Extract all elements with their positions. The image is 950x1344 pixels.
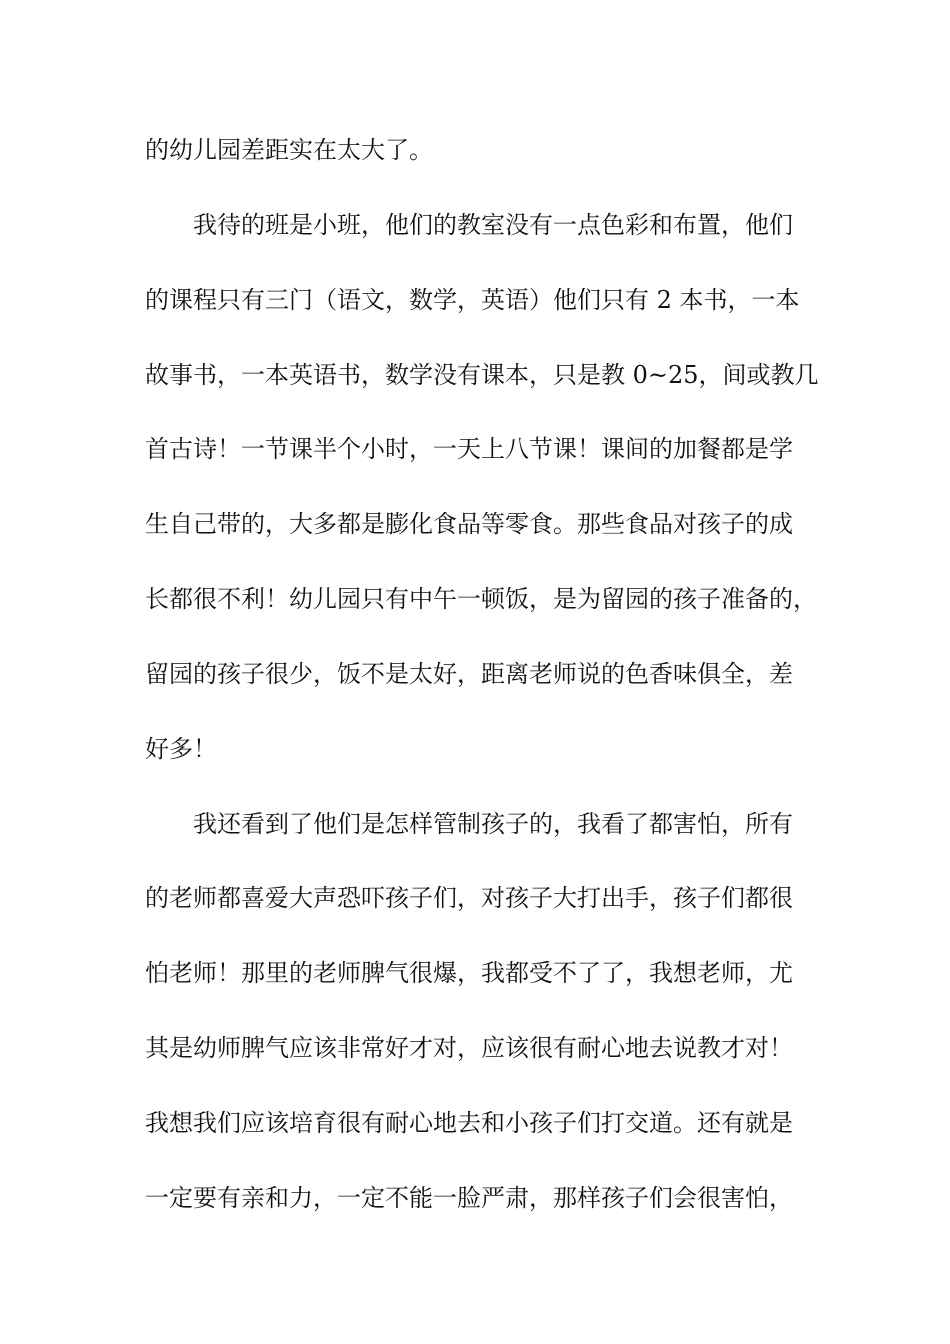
text-line: 留园的孩子很少，饭不是太好，距离老师说的色香味俱全，差 <box>145 660 793 688</box>
text-line: 其是幼师脾气应该非常好才对，应该很有耐心地去说教才对！ <box>145 1034 793 1062</box>
text-line: 生自己带的，大多都是膨化食品等零食。那些食品对孩子的成 <box>145 510 793 538</box>
text-line: 首古诗！一节课半个小时，一天上八节课！课间的加餐都是学 <box>145 435 793 463</box>
text-line: 故事书，一本英语书，数学没有课本，只是教 0~25，间或教几 <box>145 361 819 389</box>
text-line: 一定要有亲和力，一定不能一脸严肃，那样孩子们会很害怕， <box>145 1184 793 1212</box>
text-line: 好多！ <box>145 735 217 763</box>
text-line: 我想我们应该培育很有耐心地去和小孩子们打交道。还有就是 <box>145 1109 793 1137</box>
paragraph-first-line: 我待的班是小班，他们的教室没有一点色彩和布置，他们 <box>193 211 793 239</box>
paragraph-first-line: 我还看到了他们是怎样管制孩子的，我看了都害怕，所有 <box>193 810 793 838</box>
text-line: 的老师都喜爱大声恐吓孩子们，对孩子大打出手，孩子们都很 <box>145 884 793 912</box>
text-line: 怕老师！那里的老师脾气很爆，我都受不了了，我想老师，尤 <box>145 959 793 987</box>
text-line: 长都很不利！幼儿园只有中午一顿饭，是为留园的孩子准备的， <box>145 585 817 613</box>
text-line: 的幼儿园差距实在太大了。 <box>145 136 433 164</box>
text-line: 的课程只有三门（语文，数学，英语）他们只有 2 本书，一本 <box>145 286 800 314</box>
